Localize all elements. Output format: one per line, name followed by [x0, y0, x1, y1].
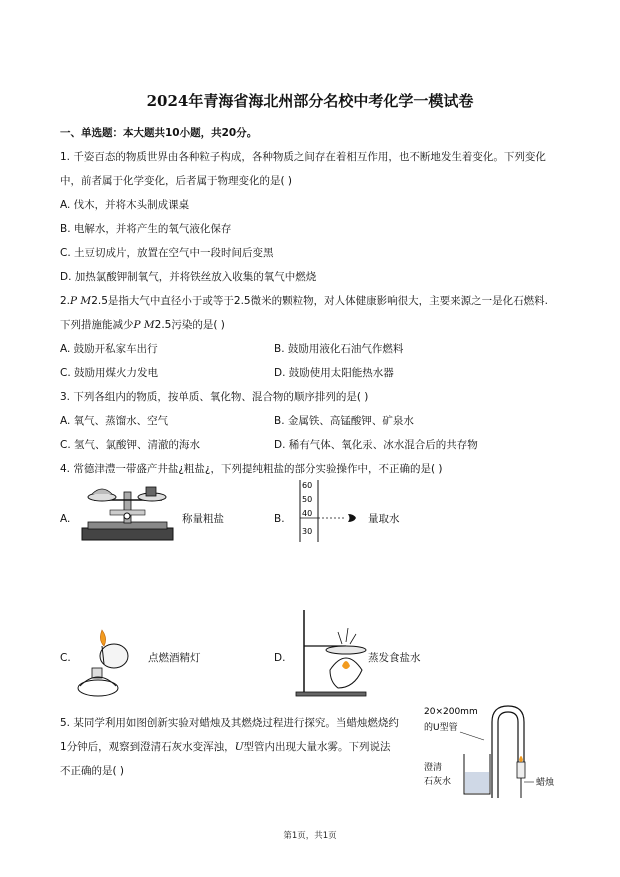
page-title: 2024年青海省海北州部分名校中考化学一模试卷: [146, 92, 474, 110]
page-footer: 第1页，共1页: [283, 831, 337, 841]
q4-option-b-text: 量取水: [368, 513, 400, 525]
tick-label-40: 40: [302, 509, 313, 518]
q3-option-d: D. 稀有气体、氧化汞、冰水混合后的共存物: [274, 439, 478, 451]
alcohol-lamp-image: [74, 628, 146, 698]
fig-label-lime1: 澄清: [424, 763, 443, 773]
q3-option-b: B. 金属铁、高锰酸钾、矿泉水: [274, 415, 414, 427]
tick-label-50: 50: [302, 495, 313, 504]
evaporation-setup-image: [294, 606, 374, 698]
q5-stem-line2: 1分钟后，观察到澄清石灰水变浑浊，U型管内出现大量水雾。下列说法: [60, 741, 391, 753]
q4-option-a-text: 称量粗盐: [182, 513, 224, 525]
q1-stem-line1: 1. 千姿百态的物质世界由各种粒子构成，各种物质之间存在着相互作用，也不断地发生着变化。下列变化: [60, 151, 546, 163]
fig-label-candle: 蜡烛: [536, 778, 555, 788]
q2-option-c: C. 鼓励用煤火力发电: [60, 367, 159, 379]
q1-option-a: A. 伐木，并将木头制成课桌: [60, 199, 190, 211]
graduated-cylinder-image: [288, 478, 363, 544]
q1-option-c: C. 土豆切成片，放置在空气中一段时间后变黑: [60, 247, 274, 259]
tick-label-60: 60: [302, 481, 313, 490]
q4-option-c-label: C.: [60, 652, 71, 664]
q4-option-a-label: A.: [60, 513, 71, 525]
balance-scale-image: [80, 482, 175, 544]
section-heading: 一、单选题：本大题共10小题，共20分。: [60, 127, 258, 139]
q2-stem-line1: 2.P M2.5是指大气中直径小于或等于2.5微米的颗粒物，对人体健康影响很大，主要来源之一是化石燃料.: [60, 295, 548, 307]
q1-option-b: B. 电解水，并将产生的氧气液化保存: [60, 223, 232, 235]
q4-stem: 4. 常德津澧一带盛产井盐¿粗盐¿，下列提纯粗盐的部分实验操作中，不正确的是( ): [60, 463, 443, 475]
q4-option-b-label: B.: [274, 513, 285, 525]
tick-label-30: 30: [302, 527, 313, 536]
q2-option-a: A. 鼓励开私家车出行: [60, 343, 158, 355]
q1-option-d: D. 加热氯酸钾制氧气，并将铁丝放入收集的氧气中燃烧: [60, 271, 317, 283]
u-tube-candle-figure: [420, 702, 570, 802]
fig-label-lime2: 石灰水: [424, 777, 452, 787]
q5-stem-line3: 不正确的是( ): [60, 765, 125, 777]
fig-label-size: 20×200mm: [424, 707, 478, 717]
q2-stem-line2: 下列措施能减少P M2.5污染的是( ): [60, 319, 225, 331]
fig-label-utube: 的U型管: [424, 723, 458, 733]
q3-option-a: A. 氧气、蒸馏水、空气: [60, 415, 169, 427]
q3-option-c: C. 氢气、氯酸钾、清澈的海水: [60, 439, 201, 451]
q2-option-d: D. 鼓励使用太阳能热水器: [274, 367, 394, 379]
q3-stem: 3. 下列各组内的物质，按单质、氧化物、混合物的顺序排列的是( ): [60, 391, 369, 403]
q4-option-d-text: 蒸发食盐水: [368, 652, 421, 664]
q5-stem-line1: 5. 某同学利用如图创新实验对蜡烛及其燃烧过程进行探究。当蜡烛燃烧约: [60, 717, 399, 729]
q1-stem-line2: 中，前者属于化学变化，后者属于物理变化的是( ): [60, 175, 293, 187]
q4-option-d-label: D.: [274, 652, 286, 664]
q4-option-c-text: 点燃酒精灯: [148, 652, 201, 664]
q2-option-b: B. 鼓励用液化石油气作燃料: [274, 343, 404, 355]
